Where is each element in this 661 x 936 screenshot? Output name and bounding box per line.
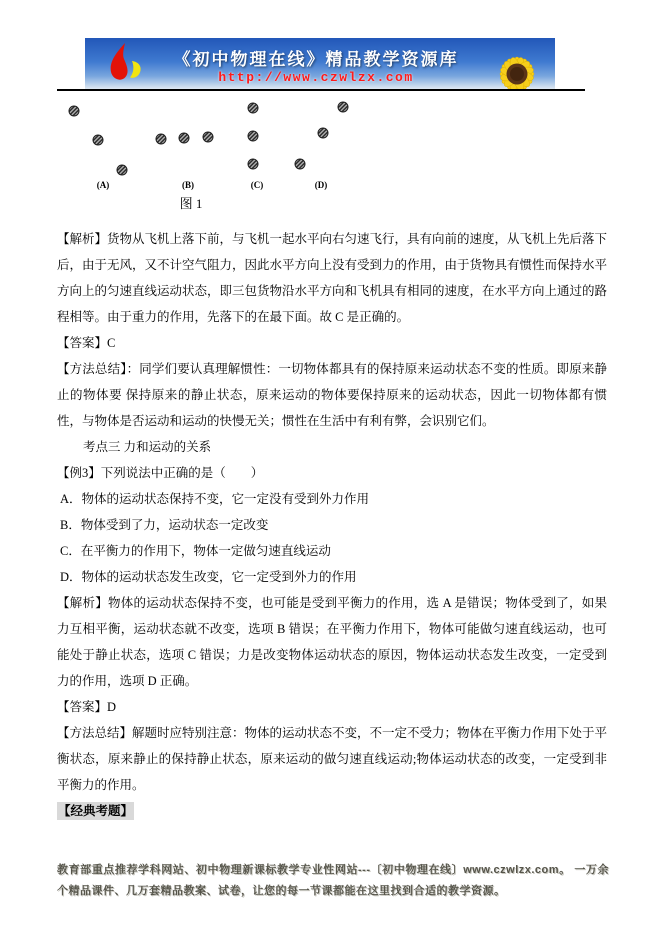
falling-ball-dot [248, 103, 259, 114]
falling-ball-dot [203, 132, 214, 143]
answer-example3: 【答案】D [57, 700, 117, 714]
option-a: A．物体的运动状态保持不变，它一定没有受到外力作用 [60, 492, 370, 506]
classic-questions-heading [57, 798, 607, 824]
falling-ball-dot [248, 159, 259, 170]
falling-ball-dot [93, 135, 104, 146]
method-summary2: 【方法总结】：同学们要认真理解惯性：一切物体都具有的保持原来运动状态不变的性质。即原来静止的物体要 保持原来的静止状态，原来运动的物体要保持原来的运动状态，因此一切物体都有惯性，与物体是否运动和运动的快慢无关；惯性在生活中有利有弊，会识别它们。 [57, 362, 607, 428]
section-heading-kaodian3: 考点三 力和运动的关系 [83, 440, 212, 454]
figure-group-label: (D) [314, 180, 328, 190]
figure-group-label: (A) [96, 180, 110, 190]
document-body [57, 226, 607, 824]
sunflower-image [477, 38, 555, 91]
option-c: C．在平衡力的作用下，物体一定做匀速直线运动 [60, 544, 331, 558]
figure-caption: 图 1 [179, 196, 203, 211]
analysis-example2: 【解析】货物从飞机上落下前，与飞机一起水平向右匀速飞行，具有向前的速度，从飞机上先后落下后，由于无风，又不计空气阻力，因此水平方向上没有受到力的作用，由于货物具有惯性而保持水平方向上的匀速直线运动状态，即三包货物沿水平方向和飞机具有相同的速度，在水平方向上通过的路程相等。由于重力的作用，先落下的在最下面。故 C 是正确的。 [57, 232, 608, 324]
falling-ball-dot [117, 165, 128, 176]
site-logo [85, 38, 155, 91]
falling-ball-dot [179, 133, 190, 144]
banner-url: http://www.czwlzx.com [218, 69, 414, 85]
site-footer-text: 教育部重点推荐学科网站、初中物理新课标教学专业性网站---〔初中物理在线〕www.czwlzx.com。 一万余个精品课件、几万套精品教案、试卷，让您的每一节课都能在这里找到合适的教学资源。 [57, 864, 609, 897]
falling-ball-dot [295, 159, 306, 170]
example3-question: 【例3】下列说法中正确的是（ ） [57, 466, 264, 480]
banner-title: 《初中物理在线》精品教学资源库 [173, 49, 459, 69]
answer-example2: 【答案】C [57, 336, 116, 350]
falling-ball-dot [156, 134, 167, 145]
analysis-example3: 【解析】物体的运动状态保持不变，也可能是受到平衡力的作用，选 A 是错误；物体受到了，如果力互相平衡，运动状态就不改变，选项 B 错误；在平衡力作用下，物体可能做匀速直线运动，也可能处于静止状态，选项 C 错误；力是改变物体运动状态的原因，物体运动状态发生改变，一定受到力的作用，选项 D 正确。 [57, 596, 607, 688]
option-d: D．物体的运动状态发生改变，它一定受到外力的作用 [60, 570, 357, 584]
falling-ball-dot [318, 128, 329, 139]
classic-questions-badge: 【经典考题】 [58, 804, 134, 818]
falling-ball-dot [248, 131, 259, 142]
method-summary3: 【方法总结】解题时应特别注意：物体的运动状态不变，不一定不受力；物体在平衡力作用下处于平衡状态，原来静止的保持静止状态，原来运动的做匀速直线运动;物体运动状态的改变，一定受到非平衡力的作用。 [57, 726, 608, 792]
figure-group-label: (C) [250, 180, 264, 190]
falling-ball-dot [338, 102, 349, 113]
header-divider-line [57, 89, 585, 91]
option-b: B．物体受到了力，运动状态一定改变 [60, 518, 269, 532]
site-banner [85, 38, 555, 91]
figure-group-label: (B) [182, 180, 194, 190]
falling-ball-dot [69, 106, 80, 117]
